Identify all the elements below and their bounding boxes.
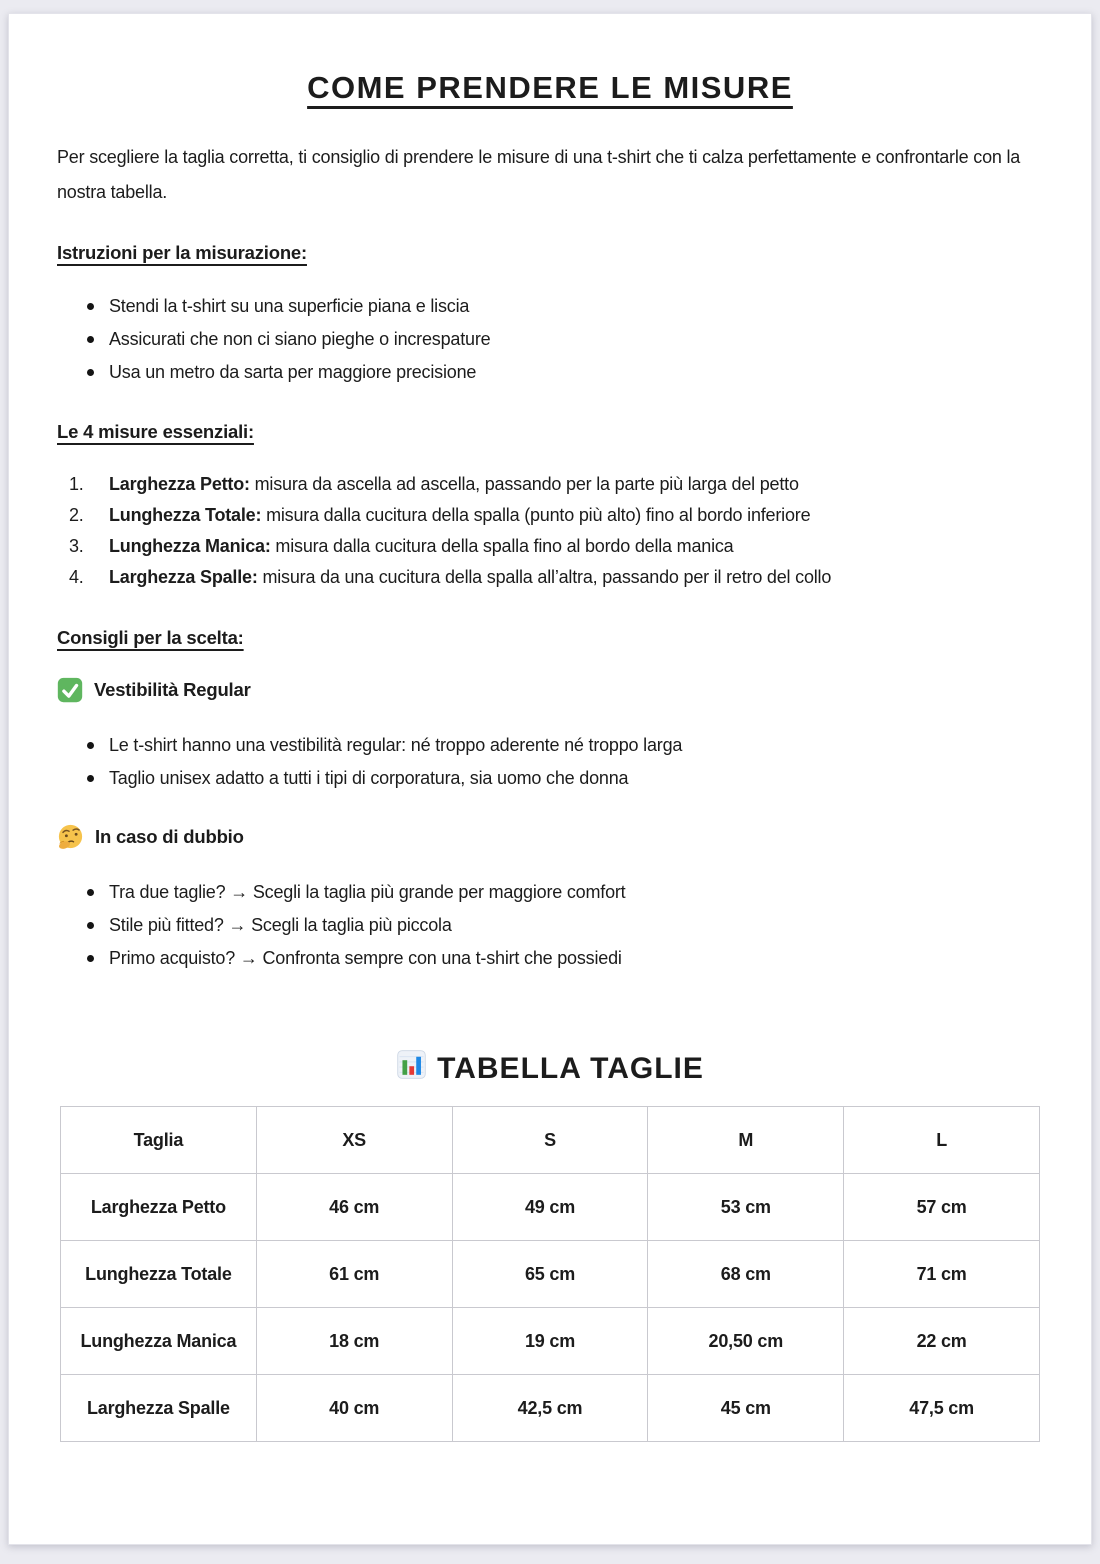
list-item: Usa un metro da sarta per maggiore precisione	[87, 356, 1043, 389]
doubt-question: Tra due taglie?	[109, 882, 226, 902]
list-item: Taglio unisex adatto a tutti i tipi di corporatura, sia uomo che donna	[87, 762, 1043, 795]
document-page	[8, 13, 1092, 1545]
section-heading-instructions: Istruzioni per la misurazione:	[57, 242, 307, 263]
check-mark-icon	[57, 677, 83, 703]
list-item	[57, 562, 1043, 593]
measures-list	[57, 469, 1043, 593]
measure-text: misura da una cucitura della spalla all’altra, passando per il retro del collo	[257, 567, 832, 587]
list-number: 1.	[69, 474, 84, 494]
column-header: M	[648, 1107, 844, 1174]
row-label: Larghezza Petto	[61, 1174, 257, 1241]
doubt-answer: Scegli la taglia più piccola	[251, 915, 452, 935]
table-row	[61, 1174, 1040, 1241]
list-item: Le t-shirt hanno una vestibilità regular: né troppo aderente né troppo larga	[87, 729, 1043, 762]
fit-subheading	[57, 677, 1043, 703]
table-cell: 45 cm	[648, 1375, 844, 1442]
table-row	[61, 1308, 1040, 1375]
table-cell: 19 cm	[452, 1308, 648, 1375]
thinking-face-icon	[57, 823, 84, 850]
fit-list	[57, 729, 1043, 795]
doubt-answer: Confronta sempre con una t-shirt che possiedi	[262, 948, 622, 968]
table-cell: 53 cm	[648, 1174, 844, 1241]
table-cell: 46 cm	[256, 1174, 452, 1241]
table-cell: 18 cm	[256, 1308, 452, 1375]
intro-paragraph: Per scegliere la taglia corretta, ti consiglio di prendere le misure di una t-shirt che ti calza perfettamente e confrontarle con la nostra tabella.	[57, 147, 1021, 202]
table-header-row	[61, 1107, 1040, 1174]
list-item	[87, 909, 1043, 942]
list-number: 3.	[69, 536, 84, 556]
row-label: Larghezza Spalle	[61, 1375, 257, 1442]
bar-chart-icon	[396, 1049, 427, 1088]
size-table-heading	[57, 1049, 1043, 1088]
measure-text: misura dalla cucitura della spalla (punto più alto) fino al bordo inferiore	[261, 505, 811, 525]
doubt-subheading	[57, 823, 1043, 850]
table-cell: 65 cm	[452, 1241, 648, 1308]
list-item	[57, 531, 1043, 562]
table-cell: 42,5 cm	[452, 1375, 648, 1442]
table-row	[61, 1375, 1040, 1442]
list-item	[57, 500, 1043, 531]
measure-label: Lunghezza Totale:	[109, 505, 262, 525]
doubt-list	[57, 876, 1043, 975]
doubt-answer: Scegli la taglia più grande per maggiore comfort	[252, 882, 626, 902]
column-header: S	[452, 1107, 648, 1174]
doubt-subheading-label: In caso di dubbio	[95, 825, 244, 847]
measure-label: Lunghezza Manica:	[109, 536, 271, 556]
list-number: 2.	[69, 505, 84, 525]
page-title: COME PRENDERE LE MISURE	[307, 70, 793, 105]
column-header: XS	[256, 1107, 452, 1174]
size-table	[60, 1106, 1040, 1442]
measure-text: misura da ascella ad ascella, passando per la parte più larga del petto	[249, 474, 799, 494]
doubt-question: Stile più fitted?	[109, 915, 224, 935]
table-cell: 49 cm	[452, 1174, 648, 1241]
arrow-glyph: →	[230, 882, 249, 902]
arrow-glyph: →	[239, 948, 258, 968]
fit-subheading-label: Vestibilità Regular	[94, 679, 251, 700]
section-heading-advice: Consigli per la scelta:	[57, 627, 244, 648]
table-cell: 47,5 cm	[844, 1375, 1040, 1442]
table-cell: 71 cm	[844, 1241, 1040, 1308]
table-cell: 68 cm	[648, 1241, 844, 1308]
table-cell: 57 cm	[844, 1174, 1040, 1241]
measure-label: Larghezza Spalle:	[109, 567, 258, 587]
table-row	[61, 1241, 1040, 1308]
column-header: L	[844, 1107, 1040, 1174]
list-item	[87, 876, 1043, 909]
section-heading-measures: Le 4 misure essenziali:	[57, 421, 254, 442]
table-cell: 61 cm	[256, 1241, 452, 1308]
measure-text: misura dalla cucitura della spalla fino al bordo della manica	[270, 536, 734, 556]
doubt-question: Primo acquisto?	[109, 948, 236, 968]
list-number: 4.	[69, 567, 84, 587]
measure-label: Larghezza Petto:	[109, 474, 250, 494]
table-cell: 40 cm	[256, 1375, 452, 1442]
instructions-list	[57, 290, 1043, 389]
arrow-glyph: →	[228, 915, 247, 935]
list-item	[57, 469, 1043, 500]
row-label: Lunghezza Manica	[61, 1308, 257, 1375]
table-cell: 20,50 cm	[648, 1308, 844, 1375]
row-label: Lunghezza Totale	[61, 1241, 257, 1308]
list-item: Assicurati che non ci siano pieghe o increspature	[87, 323, 1043, 356]
list-item	[87, 942, 1043, 975]
list-item: Stendi la t-shirt su una superficie piana e liscia	[87, 290, 1043, 323]
column-header: Taglia	[61, 1107, 257, 1174]
table-cell: 22 cm	[844, 1308, 1040, 1375]
size-table-heading-label: TABELLA TAGLIE	[437, 1051, 704, 1085]
